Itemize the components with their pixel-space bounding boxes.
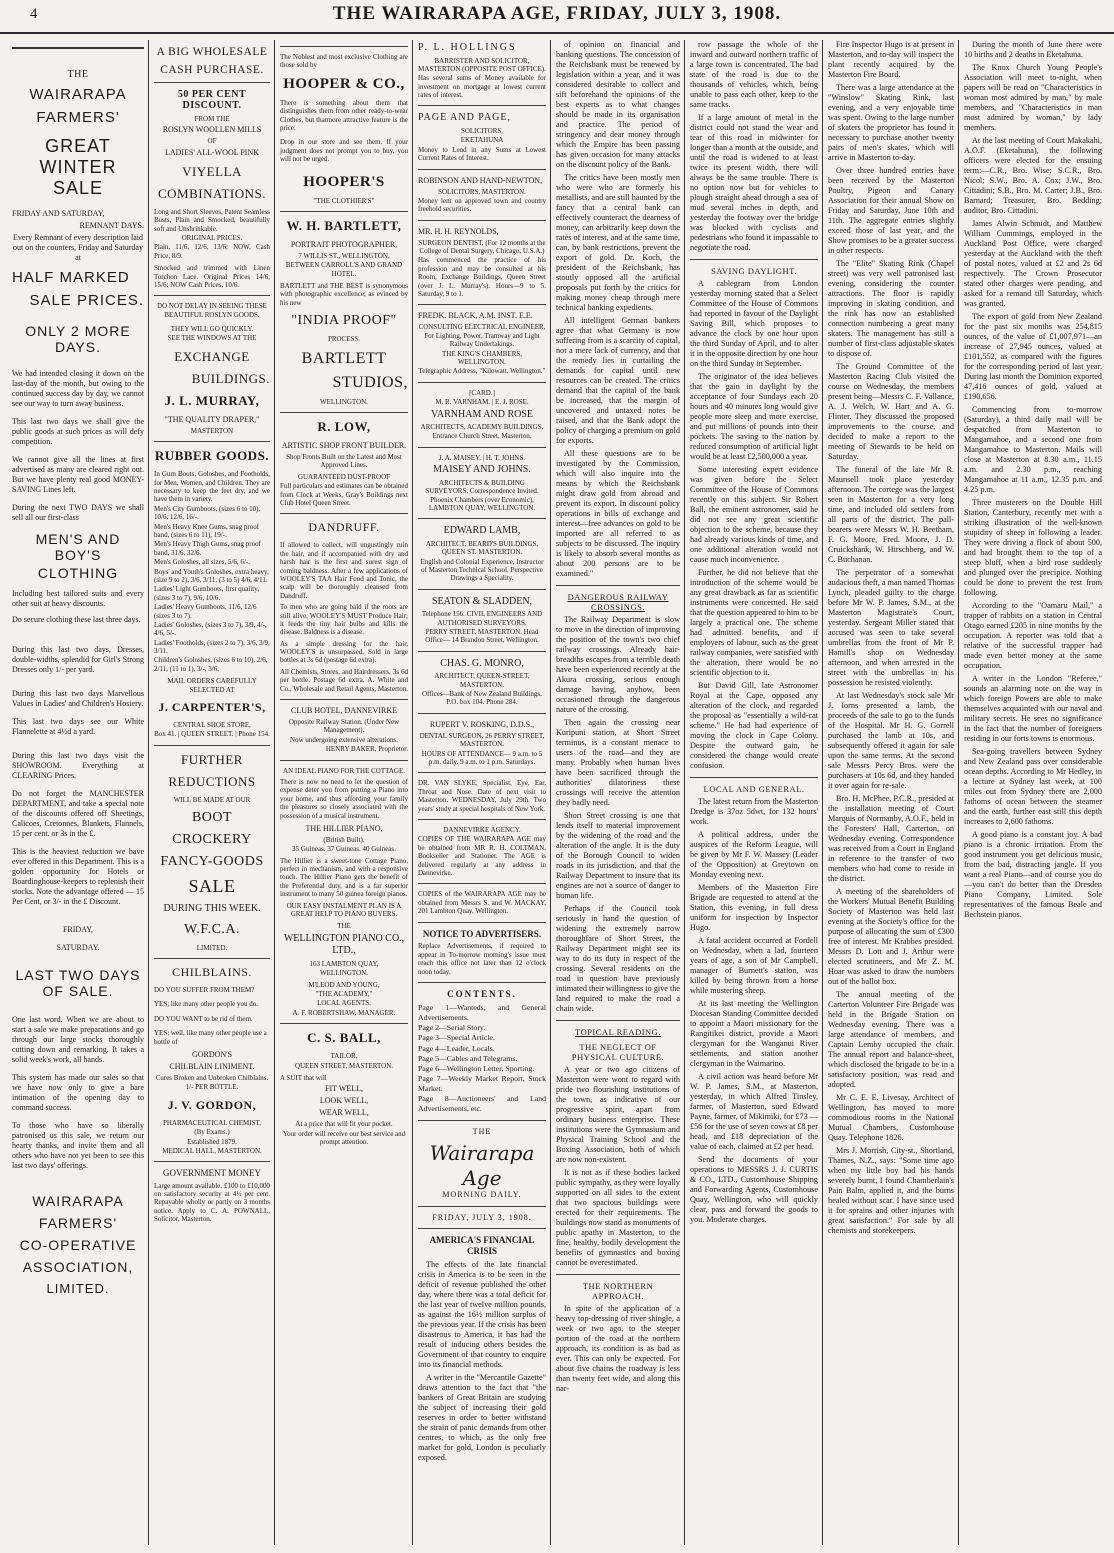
monro-3: Offices—Bank of New Zealand Buildings. P.O. box 104. Phone 284. [422,690,542,707]
rubber-7: Ladies' Heavy Gumboots, 11/6, 12/6 (sizes 3 to 7). [154,603,257,620]
robinson-3: Money lent on approved town and country freehold securities. [418,196,546,214]
monro: CHAS. G. MONRO, [440,657,524,669]
lamb-3: English and Colonial Experience, Instructor of Masterton Technical School. Perspective Drawings a Speciality. [420,557,544,583]
wellington-2: WELLINGTON. [320,969,368,978]
gordons: GORDON'S [191,1050,233,1060]
full-particulars: Full particulars and estimates can be obtained from Clock at Weeks, Gray's Buildings next Club Hotel Queen Street. [280,482,408,507]
studios: STUDIOS, [332,373,408,391]
c6-p10: Members of the Masterton Fire Brigade are requested to attend at the Station, this evening, in full dress uniform for inspection by Inspector Hugo. [690,883,818,932]
sale-days: FRIDAY AND SATURDAY, [12,209,105,218]
column-professional-leader [414,40,550,1545]
by-exams: (By Exams.) [194,1128,230,1137]
hooper-intro: The Noblest and most exclusive Clothing are those sold by [280,53,408,70]
notice-advertisers: NOTICE TO ADVERTISERS. [422,928,542,939]
c6-p1: row passage the whole of the inward and outward northern traffic of a large town is concentrated. The bad state of the road is due to the thousands of vehicles, which, being unable to pass each other, keep to the same tracks. [690,40,818,109]
para-7: During this last two days, Dresses, double-widths, splendid for Girl's Strong Dresses only 1/- per yard. [12,645,144,674]
mj-names: J. A. MAISEY. | H. T. JOHNS. [438,453,526,462]
club-2: Opposite Railway Station. (Under New Management). [288,718,400,735]
exchange: EXCHANGE [174,348,250,364]
black: FREDK. BLACK, A.M. INST. E.E. [418,311,533,321]
c5-p7: Short Street crossing is one that lends itself to material improvement by the widening of the road and the alteration of the angle. It is the duty of the Borough Council to widen roads in its jurisdiction, and that the Railway Department to insure that its engines are not a source of danger to human life. [556,811,680,900]
rosking: RUPERT V. ROSKING, D.D.S., [429,719,535,729]
c8-p8: According to the "Oamaru Mail," a trapper of rabbits on a station in Central Otago earned £205 in nine months by the occupation. A reporter was told that a relative of the successful trapper had made even better money at the same occupation. [964,601,1102,670]
rubber-1: Men's City Gumboots, (sizes 6 to 10), 10/6, 12/6, 16/-. [154,504,261,522]
local-agents: LOCAL AGENTS. [317,999,371,1008]
buildings: BUILDINGS. [191,370,270,386]
c5-p10: It is not as if these bodies lacked public sympathy, as they were loyally supported on all sides to the extent that two spacious buildings were erected for their requirements. The buildings now stand as monuments of public apathy in Masterton, to the fine, healthy, bodily development the benefits of gymnastics and boxing cannot be overestimated. [556,1168,680,1267]
saturday: SATURDAY. [56,943,100,952]
plain-price: Plain, 11/6, 12/6, 13/6; NOW, Cash Price, 8/9. [154,243,270,260]
page-solicitors: SOLICITORS, [460,126,504,135]
rosking-3: HOURS OF ATTENDANCE— 9 a.m. to 5 p.m. daily. 9 a.m. to 1 p.m. Saturdays. [421,749,543,767]
dandruff: DANDRUFF. [308,520,380,535]
ideal-piano: AN IDEAL PIANO FOR THE COTTAGE. [283,766,405,775]
column-news-8 [960,40,1106,1545]
hollings: P. L. HOLLINGS [418,42,517,53]
rubber-10: Children's Goloshes, (sizes 6 to 10), 2/6, 2/11, (11 to 1), 3/-, 3/6. [154,656,268,673]
jv-gordon: J. V. GORDON, [167,1097,257,1112]
footer-wairarapa: WAIRARAPA [32,1193,124,1209]
intro-text: We had intended closing it down on the last-day of the month, but owing to the continued success day by day, we cannot see our way to turn away business. [12,369,144,408]
chilblains: CHILBLAINS. [172,965,252,980]
notice-2: Replace Advertisements, if required to appear in To-morrow morning's issue must reach this office not later than 12 o'clock noon today. [418,942,546,976]
c7-p6: The funeral of the late Mr R. Maunsell took place yesterday afternoon. The cortege was the largest seen in Masterton for a very long time, and included old settlers from all parts of the district. The pall-bearers were Messrs W. H. Beetham, F. G. Moore, Fred. Moore, J. D. Cruickshank, W. Hirschberg, and W. C. Buchanan. [828,465,954,564]
lamb-2: ARCHITECT, BEARD'S BUILDINGS, QUEEN ST. MASTERTON. [425,539,539,557]
pharm-chemist: PHARMACEUTICAL CHEMIST, [162,1118,261,1127]
eketahuna: EKETAHUNA [460,136,504,145]
para-9: This last two days see our White Flannelette at 4½d a yard. [12,717,144,736]
r-low: R. LOW, [317,419,371,435]
footer-limited: LIMITED. [46,1281,110,1296]
smocked-price: Smocked and trimmed with Linen Torchon Lace. Original Prices 14/6, 15/6; NOW Cash Prices, 10/6. [154,264,270,289]
column-news-7 [824,40,958,1545]
para-10: During this last two days visit the SHOWROOM. Everything at CLEARING Prices. [12,751,144,780]
contents-item: Page 5—Cables and Telegrams. [418,1053,518,1063]
suit: A SUIT that will [280,1073,327,1082]
central-shoe: CENTRAL SHOE STORE, [173,721,251,730]
c5-p1: of opinion on financial and banking questions. The concession of the Reichsbank must be renewed by legislation within a year, and it was considered desirable to collect and sift beforehand the opinions of the best experts as to what changes should be made in its organisation and practice. The period of stringency and dear money through which the Empire has been passing has given occasion for many attacks on the discount policy of the Bank. [556,40,680,169]
dandruff-2: To men who are going bald if the roots are still alive, WOOLEY'S MUST Produce Hair; it feeds the tiny hair bulbs and kills the disease. Baldness is a disease. [280,603,408,637]
club-4: HENRY BAKER, Proprietor. [325,745,408,754]
contents-list [418,1003,546,1114]
cs-ball: C. S. BALL, [307,1030,381,1046]
british-built: (British Built). [323,835,365,844]
column-ads-3 [276,40,412,1545]
nameplate: Wairarapa Age [429,1141,535,1190]
reynolds-2: SURGEON DENTIST, (For 12 months at the College of Dental Surgery, Chicago, U.S.A.) [418,238,546,256]
para-15: To those who have so liberally patronised us this sale, we return our hearty thanks, and invite them and all others who have not yet been to see this last two days' offerings. [12,1121,144,1170]
dannevirke: DANNEVIRKE AGENCY. [443,825,521,834]
chil-a2: YES; well, like many other people use a bottle of [154,1029,267,1046]
contents-item: Page 6—Wellington Letter, Sporting. [418,1063,535,1073]
friday: FRIDAY, [62,925,93,934]
masterton: MASTERTON [190,426,234,435]
rubber-3: Men's Heavy Thigh Gums, snag proof band, 31/6, 32/6. [154,540,261,557]
rubber-text: In Gum Boots, Goloshes, and Footholds, for Men, Women, and Children. They are necessary to keep the feet dry, and we have them in variety. [154,470,270,504]
rubber-9: Ladies' Footholds, (sizes 2 to 7), 3/6, 3/9, 3/11. [154,638,270,656]
wfca-limited: LIMITED. [196,943,228,952]
only-two-days: ONLY 2 MORE DAYS. [25,323,131,355]
column-news-6 [686,40,822,1545]
contents-item: Page 7—Weekly Market Report, Stock Market. [418,1073,546,1093]
c6-p6: Further, he did not believe that the introduction of the scheme would be any great drawback as far as scientific instruments were concerned. He said that the question appeared to him to be largely a practical one. The scheme had admitted benefits, and if employers of labour, such as the great railway companies, were satisfied with the alteration, there would be no scientific objection to it. [690,568,818,677]
easy-plan: OUR EASY INSTALMENT PLAN IS A GREAT HELP TO PIANO BUYERS. [286,901,402,919]
bartlett: BARTLETT [301,349,387,367]
seaton-sladden: SEATON & SLADDEN, [431,595,533,607]
c7-p13: Mrs J. Morrish, City-st., Shortland, Thames, N.Z., says: "Some time ago when my little boy had his hands severely burnt, I found Chamberlain's Pain Balm, applied it, and the burns healed without scar. I have since used it for sprains and other injuries with great satisfaction." For sale by all chemists and storekeepers. [828,1146,954,1235]
black-3: THE KING'S CHAMBERS, WELLINGTON. [441,349,523,366]
c8-p11: A good piano is a constant joy. A bad piano is a chronic irritation. From the good instrument you get delicious music, from the bad, distracting jangle. If you want a real Piano—and of course you do—you can't do better than the Dresden Piano Company, Limited. Sole representatives of the famous Beale and Bechstein pianos. [964,830,1102,919]
liniment: CHILBLAIN LINIMENT. [169,1062,255,1072]
leader-para-2: A writer in the "Mercantile Gazette" draws attention to the fact that "the bankers of Great Britain are studying the subject of increasing their gold reserves in order to better withstand the strain of panic demands from other centres, to which, as the only free market for gold, London is peculiarly exposed. [418,1373,546,1463]
sale: SALE [188,876,236,897]
hoopers: HOOPER'S [303,173,385,190]
go-quickly: THEY WILL GO QUICKLY. [170,325,254,334]
from-the: FROM THE [194,115,230,123]
local-heading: LOCAL AND GENERAL. [703,784,805,794]
mens-boys: MEN'S AND BOY'S [35,531,121,563]
government-money: GOVERNMENT MONEY [162,1168,262,1179]
c5-p6: Then again the crossing near Kuripuni station, at Short Street terminus, is a constant menace to users of the road—and they are many. Probably when human lives have been sacrificed through the authorities' dilatoriness these crossings will receive the attention they badly need. [556,718,680,807]
mj-2: ARCHITECTS & BUILDING SURVEYORS, Correspondence Invited. Phoenix Chambers (over Economic), LAMBTON QUAY, WELLINGTON. [425,478,539,512]
cash-purchase: CASH PURCHASE. [160,64,264,76]
column-farmers-sale [8,40,148,1545]
combinations: COMBINATIONS. [158,185,266,201]
remnant-days: REMNANT DAYS. [79,221,144,230]
c7-p7: The perpetrator of a somewhat audacious theft, a man named Thomas Lynch, pleaded guilty to the charge before Mr W. P. James, S.M., at the Masterton Magistrate's Court, yesterday. Sergeant Miller stated that accused was seen to take several umbrellas from the front of Mr P. Hamill's shop on Wednesday afternoon, and when arrested in the street with the umbrellas in his possession he resisted violently. [828,568,954,687]
last-two-days: LAST TWO DAYS OF SALE. [15,967,141,999]
quality-draper: "THE QUALITY DRAPER," [164,414,260,424]
c7-p10: A meeting of the shareholders of the Workers' Mutual Benefit Building Society of Masterton was held last evening at the Society's office for the purpose of allocating the sum of £300 free of interest. Mr Krabbes presided. Messrs D. Lott and J. Arthur were elected scrutineers, and Mr Z. M. Hoar was asked to draw the numbers out of the ballot box. [828,887,954,986]
look-well: LOOK WELL, [319,1096,369,1106]
para-12: This is the heaviest reduction we have ever offered in this Department. This is a golden opportunity for Hotels or Boardinghouse-keepers to replenish their stocks. Note the advantage offered — 15 Per Cent, or 3/- in the £ Discount. [12,847,144,906]
ad-farmers: FARMERS' [36,109,120,126]
carpenters: J. CARPENTER'S, [158,700,266,715]
c7-p2: There was a large attendance at the "Winslow" Skating Rink, last evening, and a very enjoyable time was spent. Owing to the large number of skaters the proprietor has found it necessary to purchase another twenty pairs of men's skates, which will arrive in Masterton to-day. [828,83,954,162]
half-marked: HALF MARKED [12,269,130,286]
c8-p10: Sea-going travellers between Sydney and New Zealand pass over considerable ocean depths. According to Mr Hedley, in a lecture at Sydney last week, at 100 miles out from Sydney there are 2,000 fathoms of ocean between the steamer and the earth, further east still this depth increases to 2,600 fathoms. [964,747,1102,826]
sale-headline: GREAT WINTER SALE [39,136,117,198]
c6-p4: The originator of the idea believes that the gain in daylight by the acceptance of four Sundays each 20 hours and 40 minutes long would give people more sleep and more exercise, and put millions of pounds into their pockets. The saving to the nation by reduced consumption of artificial light would be at least £2,500,000 a year. [690,372,818,461]
chil-a1: YES; like many other people you do. [154,1000,259,1009]
hollings-3: Has several sums of Money available for investment on mortgage at lowest current rates of interest. [418,74,546,100]
crockery: CROCKERY [172,832,252,848]
remnant-text: Every Remnant of every description laid out on the counters, Friday and Saturday at [13,233,143,262]
page-number: 4 [30,6,38,22]
c6-p5: Some interesting expert evidence was given before the Select Committee of the House of Commons recently on this subject. Sir Robert Ball, the eminent astronomer, said he did not see any great scientific objection to the scheme, because they had already various kinds of time, and one additional alteration would not cause much inconvenience. [690,465,818,564]
fit-well: FIT WELL, [325,1084,363,1094]
varnham-rose: VARNHAM AND ROSE [430,408,534,420]
architects: ARCHITECTS, ACADEMY BUILDINGS, [420,423,544,432]
chil-q2: DO YOU WANT to be rid of them. [154,1014,253,1023]
masthead [0,0,1114,34]
seaton-3: PERRY STREET, MASTERTON. Head Office— 14 Brandon Street, Wellington. [425,628,539,645]
the-clothiers: "THE CLOTHIER'S" [313,196,375,205]
c8-p4: James Alwin Schmidt, and Matthew William Cummings, employed in the Auckland Post Office, were charged yesterday at the Auckland with the theft of postal notes, valued at £2 and 2s 6d respectively. The Crown Prosecutor stated other charges were pending, and asked for a remand till Saturday, which was granted. [964,219,1102,308]
per-bottle: 1/- PER BOTTLE. [185,1083,239,1092]
c7-p12: Mr C. E. E. Livesay, Architect of Wellington, has moved to more commodious rooms in the National Mutual Chambers, Customhouse Quay. Telephone 1826. [828,1093,954,1142]
contents-item: Page 1—Wanteds, and General Advertisements. [418,1003,546,1023]
column-leader-cont [552,40,684,1545]
contents-item: Page 2—Serial Story. [418,1023,486,1033]
morning-daily: MORNING DAILY. [442,1189,522,1199]
ideal-text: There is now no need to let the question of expense deter you from putting a Piano into your home, and thus affording your family the pleasures so closely associated with the possession of a musical instrument. [280,777,408,820]
robinson-2: SOLICITORS, MASTERTON. [438,187,526,196]
the-academy: "THE ACADEMY," [315,990,373,998]
medical-hall: MEDICAL HALL, MASTERTON. [162,1146,262,1155]
see-windows: SEE THE WINDOWS AT THE [167,334,257,343]
ad-wairarapa: WAIRARAPA [29,86,127,103]
architects-2: Entrance Church Street, Masterton. [432,432,532,441]
neglect-heading: THE NEGLECT OF PHYSICAL CULTURE. [571,1042,665,1062]
rubber-6: Ladies' Light Gumboots, first quality, (sizes 3 to 7), 9/6, 10/6. [154,585,260,602]
para-14: This system has made our sales so that we have now only to give a bare intimation of the opening day to command success. [12,1073,144,1112]
india-proof: "INDIA PROOF" [291,313,397,329]
boot: BOOT [191,810,233,826]
para-11: Do not forget the MANCHESTER DEPARTMENT, and take a special note of the discounts offered off Sheetings, Calicoes, Cretonnes, Blankets, Flannels, 15 per cent. or 3s in the £. [12,789,144,838]
hillier-text: The Hillier is a sweet-tone Cottage Piano, perfect in mechanism, and with a responsive touch. The Hillier Piano gets the benefit of the Preferential duty, and is a far superior instrument to many 50 guinea foreign pianos. [280,856,408,899]
hooper-t2: There is something about them that distinguishes them from other ready-to-wear Clothes, but thatmore attractive feature is the price. [280,98,408,132]
rubber-goods: RUBBER GOODS. [154,448,270,464]
newspaper-title: THE WAIRARAPA AGE, FRIDAY, JULY 3, 1908. [332,3,782,24]
fancy-goods: FANCY-GOODS [160,854,264,870]
jl-murray: J. L. MURRAY, [164,392,260,408]
between: BETWEEN CARROLL'S AND GRAND HOTEL. [285,261,403,278]
money-lend: Money to Lend in any Sums at Lowest Current Rates of Interest. [418,145,546,163]
reynolds: MR. H. H. REYNOLDS, [418,226,499,236]
column-ads-2 [150,40,274,1545]
robertshaw: A. F. ROBERTSHAW, MANAGER. [292,1008,396,1017]
c8-p6: Commencing from to-morrow (Saturday), a third daily mail will be despatched from Masterton to Mangamahoe, and a second one from Mangamahoe to Masterton. Mails will close at Masterton at 8.30 a.m., 11.15 a.m. and 2.30 p.m., reaching Mangamahoe at 11 a.m., 12.35 p.m. and 4.25 p.m. [964,405,1102,494]
during-this-week: DURING THIS WEEK. [163,903,261,915]
process: PROCESS. [327,335,361,344]
rubber-2: Men's Heavy Knee Gums, snag proof band, (sizes 6 to 11), 19/-. [154,522,260,539]
gov-text: Large amount available. £100 to £10,000 on satisfactory security at 4½ per cent. Repayable wholly or partly on 3 months notice. Apply to C. A. POWNALL, Solicitor, Masterton. [154,1181,270,1224]
c6-p3: A cablegram from London yesterday morning stated that a Select Committee of the House of Commons had reported in favour of the Daylight Saving Bill, which proposes to advance the clock by one hour upon the third Sunday of April, and to alter it in the opposite direction by one hour on the third Sunday in September. [690,279,818,368]
hooper-co: HOOPER & CO., [283,75,405,92]
para-2: This last two days we shall give the public goods at such prices as will defy competition. [12,417,144,446]
c8-p9: A writer in the London "Referee," sounds an alarming note on the way in which foreign Powers are able to make themselves acquainted with our naval and military secrets. He sees no significance in the fact that the number of foreigners residing in our forts towns is enormous. [964,674,1102,743]
clothing: CLOTHING [37,565,119,581]
artistic-shop: ARTISTIC SHOP FRONT BUILDER. [281,441,407,451]
c6-p8: The latest return from the Masterton Dredge is 37oz 5dwt, for 132 hours' work. [690,797,818,826]
wh-bartlett: W. H. BARTLETT, [286,217,402,233]
c7-p5: The Ground Committee of the Masterton Racing Club visited the course on Wednesday, the members present being—Messrs C. F. Vallance, A. J. Welch, W. Hart and A. G. Flinter. They discussed the proposed improvements to the course, and decided to make a report to the meeting of Stewards to be held on Saturday. [828,362,954,461]
orig-prices: ORIGINAL PRICES. [181,233,243,242]
portrait-photographer: PORTRAIT PHOTOGRAPHER, [290,239,398,249]
order-attention: Your order will receive our best service and prompt attention. [282,1129,406,1147]
club-hotel: CLUB HOTEL, DANNEVIRKE [291,706,397,716]
wellington-piano: WELLINGTON PIANO CO., LTD., [283,932,405,957]
c5-p2: The critics have been mostly men who were who are formerly his metallists, and are still haunted by the fancy that a central bank can effectively counteract the dearness of money, can arbitrarily keep down the rates of interest, and at the same time, can, by bank restrictions, prevent the export of gold. Dr. Koch, the president of the Reichsbank, has stoutly opposed all the artificial proposals put forth by the critics for making money cheap through mere technical banking expedients. [556,173,680,312]
c6-p12: At its last meeting the Wellington Diocesan Standing Committee decided to appoint a Maori missionary for the Rangitikei district, provide a Maori clergyman for the Wanganui River settlements, and station another clergyman in the Waimarino. [690,999,818,1068]
c8-p1: During the month of June there were 10 births and 2 deaths in Eketahuna. [964,40,1102,59]
c6-p9: A political address, under the auspices of the Reform League, will be given by Mr F. W. Massey (Leader of the Opposition) at Greytown on Monday evening next. [690,830,818,879]
hollings-2: BARRISTER AND SOLICITOR, MASTERTON (OPPOSITE POST OFFICE). [418,56,546,73]
contents-heading: CONTENTS. [447,989,517,1000]
reductions: REDUCTIONS [168,773,256,789]
hillier-piano: THE HILLIER PIANO, [305,823,383,833]
robinson: ROBINSON AND HAND-NEWTON, [418,175,543,185]
club-3: Now undergoing extensive alterations. [290,735,398,744]
of-text: OF [207,137,217,146]
rosking-2: DENTAL SURGEON, 26 PERRY STREET, MASTERTON. [419,731,545,749]
contents-item: Page 3—Special Article. [418,1033,495,1043]
wfca: W.F.C.A. [183,921,241,937]
c7-p1: Fire Inspector Hugo is at present in Masterton, and to-day will inspect the plant recently acquired by the Masterton Fire Board. [828,40,954,79]
footer-farmers: FARMERS' [38,1215,118,1231]
leader-heading: AMERICA'S FINANCIAL CRISIS [429,1235,535,1257]
queen-street: QUEEN STREET, MASTERTON. [294,1061,394,1070]
para-4: During the next TWO DAYS we shall sell all our first-class [12,503,144,522]
dust-proof: GUARANTEED DUST-PROOF [297,472,391,481]
maisey-johns: MAISEY AND JOHNS. [433,464,531,476]
black-4: Telegraphic Address, "Kilowatt, Wellington." [418,367,546,376]
established: Established 1879. [187,1137,237,1146]
c5-p4: All these questions are to be investigated by the Commission, which will also inquire into the means by which the Reichsbank might draw gold from abroad and prevent its export. In discount policy operations in bills of exchange and interest—free advances on gold to be imported are all referred to as subjects to be discussed. The inquiry is likely to absorb several months as about 200 persons are to be examined." [556,449,680,578]
price-pocket: At a price that will fit your pocket. [295,1120,393,1129]
reynolds-3: Has commenced the practice of his profession and may be consulted at his Room, Exchange Buildings, Queen Street (over J. L. Murray's). Hours—9 to 5. Saturday, 9 to 1. [418,256,546,299]
rubber-4: Men's Goloshes, all sizes, 5/6, 6/-. [154,558,250,567]
shop-fronts: Shop Fronts Built on the Latest and Most Approved Lines. [286,453,402,470]
c8-p2: The Knox Church Young People's Association will meet to-night, when papers will be read on "Characteristics in woman most admired by man," by male members, and "Characteristics in man most admired by woman," by lady members. [964,63,1102,132]
c7-p11: The annual meeting of the Carterton Volunteer Fire Brigade was held in the Brigade Station on Wednesday evening. There was a large attendance of members, and Captain Lemby occupied the chair. The annual report and balance-sheet, which disclosed the brigade to be in a satisfactory position, was read and adopted. [828,990,954,1089]
further: FURTHER [181,751,243,767]
van-slyke: DR. VAN SLYKE, Specialist, Eye, Ear, Throat and Nose. Date of next visit to Masterton, WEDNESDAY, July 29th. Two years' study at special hospitals of New York. [418,779,546,813]
topical-heading: TOPICAL READING. [575,1027,661,1037]
c7-p8: At last Wednesday's stock sale Mr J. Iorns presented a lamb, the proceeds of the sale to go to the funds of the Hospital. Mr H. G. Gorrell purchased the lamb at 10s, and subsequently offered it again for sale upon the same terms. At the second sale Messrs Percy Bros. were the purchasers at 10s 6d, and they handed it over again for re-sale. [828,691,954,790]
cures: Cures Broken and Unbroken Chilblains. [155,1074,269,1083]
northern-heading: THE NORTHERN APPROACH. [582,1281,654,1301]
vr-names: M. R. VARNHAM. | E. J. ROSE. [435,398,529,407]
sale-prices: SALE PRICES. [29,292,144,309]
monro-2: ARCHITECT, QUEEN-STREET, MASTERTON. [434,672,530,689]
viyella: VIYELLA [182,163,242,179]
c6-p2: If a large amount of metal in the district could not stand the wear and tear of this road in midwinter for longer than a month at the outside, and until the road is widened to at least twice its present width, there will always be the same trouble. There is no option now but for vehicles to plough straight ahead through a sea of mud several inches in depth, and yesterday the footway over the bridge was blocked with cyclists and pedestrians who found it impassable to negotiate the road. [690,113,818,252]
c5-p3: All intelligent German bankers agree that what Germany is now suffering from is a scarcity of capital, not a mere lack of currency, and that the remedy lies in curtailing the demands for capital until new resources can be created. The critics demand that the capital of the bank be increased, that the margin of uncovered and untaxed notes be raised, and that the Bank adopt the policy of charging a premium on gold for exports. [556,316,680,445]
c5-p5: The Railway Department is slow to move in the direction of improving the position of the town's two chief railway crossings. Already hair-breadths escapes from a terrible death have been experienced recently at the Akura crossing, serious enough damage having, anyhow, been occasioned through the dangerous nature of the crossing. [556,615,680,714]
contents-item: Page 8—Auctioneers' and Land Advertisements, etc. [418,1094,546,1114]
saving-heading: SAVING DAYLIGHT. [711,266,797,276]
roslyn-mills: ROSLYN WOOLLEN MILLS [162,125,262,135]
c6-p7: But David Gill, late Astronomer Royal at the Cape, opposed any alteration of the clock, and regarded the proposal as "essentially a wild-cat scheme." He had had experience of moving the clock in Cape Colony. Despite the outward gain, he considered the change would create confusion. [690,681,818,770]
willis-st: 7 WILLIS ST., WELLINGTON, [298,251,390,260]
c7-p9: Bro. H. McPhee, P.C.R., presided at the installation meeting of Court Marquis of Normanby, A.O.F., held in the Foresters' Hall, Carterton, on Wednesday evening. Correspondence was received from a Court in England in reference to the transfer of two members who had come to reside in the district. [828,794,954,883]
footer-cooperative: CO-OPERATIVE [19,1237,137,1253]
c8-p3: At the last meeting of Court Makakahi, A.O.F. (Eketahuna), the following officers were elected for the ensuing term:—C.R., Bro. Wise; S.C.R., Bro. Nicol; S.W., Bro. A. Cox; J.W., Bro. Cittadini; S.B., Bro. M. Carter; J.B., Bro. Barnard; Treasurer, Bro. Bedding; auditor, Bro. Cittadini. [964,136,1102,215]
rubber-5: Boys' and Youth's Goloshes, extra heavy, (size 9 to 2), 3/6, 3/11, (3 to 5) 4/6, 4/11. [154,567,269,584]
card: [CARD.] [469,388,495,397]
para-6: Do secure clothing these last three days. [12,615,141,624]
c5-p8: Perhaps if the Council took seriously in hand the question of widening the extremely narrow thoroughfare of Short Street, the Railway Department might see its way to do its duty in respect of the crossing. Several residents on the road in question have previously intimated their willingness to give the land required to make the road a chain wide. [556,904,680,1013]
guineas: 35 Guineas. 37 Guineas. 40 Guineas. [292,845,396,854]
wear-well: WEAR WELL, [319,1108,369,1118]
railway-heading: DANGEROUS RAILWAY CROSSINGS. [567,592,669,612]
black-2: CONSULTING ELECTRICAL ENGINEER, For Lighting, Power, Tramway and Light Railway Undertakings. [418,323,546,349]
c7-p4: The "Elite" Skating Rink (Chapel street) was very well patronised last evening, considering the counter attractions. The floor is rapidly improving in skating condition, and the rink has now an established connection numbering a great many skaters. The management has still a number of first-class adjustable skates to dispose of. [828,259,954,358]
c6-p13: A civil action was heard before Mr W. P. James, S.M., at Masterton, yesterday, in which Alfred Tinsley, farmer, of Masterton, sued Edward Payne, farmer, of Mikimiki, for £73 — £56 for the use of seven cows at £8 per head, and £18 depreciation of the value of each, claimed at £2 per head. [690,1072,819,1151]
para-8: During this last two days Marvellous Values in Ladies' and Children's Hosiery. [12,689,144,708]
dandruff-1: If allowed to collect, will ungustingly ruin the hair, and if accompanied with dry and harsh hair is the first and surest sign of coming baldness. After a few applications of WOOLEY'S TAA Hair Food and Tonic, the scalp will be thoroughly cleansed from Dandruff. [280,541,408,600]
edward-lamb: EDWARD LAMB, [443,525,521,537]
para-5: Including best tailored suits and every other suit at heavy discounts. [12,589,144,608]
footer-association: ASSOCIATION, [22,1259,134,1275]
page-page: PAGE AND PAGE, [418,112,512,124]
rubber-8: Ladies' Goloshes, (sizes 3 to 7), 3/9, 4/-, 4/6, 5/-. [154,620,267,638]
leader-para-1: The effects of the late financial crisis in America is to be seen in the deficit of revenue published the other day, where there was a total deficit for the last year of twelve million pounds, as against the 16½ million surplus of the previous year. If the crisis has been disastrous to America, it has had the result of inducing others besides the Government of that country to enquire into its financial methods. [418,1260,546,1370]
c7-p3: Over three hundred entries have been received by the Masterton Poultry, Pigeon and Canary Association for their annual Show on Friday and Saturday, June 10th and 11th. The aggregate entries slightly exceed those of last year, and the Show promises to be a greater success in other respects. [828,166,954,255]
para-3: We cannot give all the lines at first advertised as many are cleared right out. But we have plenty real good MONEY-SAVING Lines left. [12,455,144,494]
c5-p11: In spite of the application of a heavy top-dressing of river shingle, a week or two ago, to the steeper portion of the road at the northern approach, its condition is as bad as ever. This can only be expected. For about five chains the roadway is less than twenty feet wide, and along this nar- [556,1304,680,1393]
mail-orders: MAIL ORDERS CAREFULLY SELECTED AT [167,677,257,694]
fifty-percent: 50 PER CENT DISCOUNT. [177,89,247,111]
contents-item: Page 4—Leader, Locals. [418,1043,495,1053]
do-not-delay: DO NOT DELAY IN SEEING THESE BEAUTIFUL ROSLYN GOODS. [157,302,267,319]
lambton-quay: 163 LAMBTON QUAY, [309,959,379,968]
combo-text: Long and Short Sleeves, Patent Seamless Busts, Plain and Smocked, beautifully soft and Unshrinkable. [154,207,270,233]
bartlett-best: BARTLETT and THE BEST is synonymous with photographic excellence; as evinced by his new [280,282,408,307]
copies: COPIES of the WAIRARAPA AGE may be obtained from Messrs S. and W. MACKAY, 201 Lambton Quay, Wellington. [418,890,546,916]
c8-p5: The export of gold from New Zealand for the past six months was 254,815 ounces, of the value of £1,007,971—an increase of 27,945 ounces, valued at £101,552, as compared with the figures for the corresponding period of last year. During last month the Dominion exported 47,416 ounces of gold, valued at £190,656. [964,312,1102,401]
big-wholesale: A BIG WHOLESALE [156,46,268,58]
tailor: TAILOR, [330,1052,358,1061]
dandruff-4: All Chemists, Stores, and Hairdressers, 3s 6d per bottle. Postage 6d extra. A. White and Co., Wholesale and Retail Agents, Masterton. [280,667,408,693]
the-wpc: THE [337,922,351,931]
mleod-young: M'LEOD AND YOUNG, [308,980,380,989]
chil-q1: DO YOU SUFFER FROM THEM? [154,986,255,995]
will-be-made: WILL BE MADE AT OUR [173,795,251,804]
wellington: WELLINGTON. [320,397,368,406]
carp-box: Box 41. | QUEEN STREET. | Phone 154. [154,730,270,739]
c5-p9: A year or two ago citizens of Masterton were wont to regard with pride two flourishing institutions of the town, as indicative of our progressive spirit, apart from ordinary business enterprise. These institutions were the Gymnasium and Physical Training School and the Boxing Association, both of which are now non-existent. [556,1065,680,1164]
c8-p7: Three musterers on the Double Hill Station, Canterbury, recently met with a striking illustration of the well-known stupidity of sheep in following a leader. They were driving a flock of about 500, and had brought them to the top of a steep bluff, when a bird rose suddenly and plunged over the precipice. Nothing could be done to prevent the rest from following. [964,498,1102,597]
seaton-2: Telephone 156. CIVIL ENGINEERS AND AUTHORISED SURVEYORS. [421,610,543,627]
leader-date: FRIDAY, JULY 3, 1908. [432,1212,532,1222]
hooper-t3: Drop in our store and see them. If your judgment does not prompt you to buy, you will not be urged. [280,138,408,164]
ladies-pink: LADIES' ALL-WOOL PINK [164,147,260,157]
c6-p11: A fatal accident occurred at Fordell on Wednesday, when a lad, fourteen years of age, a son of Mr Campbell, manager of Burnett's station, was killed by being thrown from a horse while mustering sheep. [690,936,818,995]
nameplate-the: THE [472,1127,492,1137]
para-13: One last word. When we are about to start a sale we make preparations and go through our large stocks thoroughly cutting down and remarking. It takes a solid week's work, all hands. [12,1015,144,1064]
dannevirke-2: COPIES OF THE WAIRARAPA AGE may be obtained from MR R. H. COLTMAN, Bookseller and Stationer. The AGE is delivered regularly at any address in Dannevirke. [418,835,546,877]
ad-the: THE [67,69,89,80]
c6-p14: Send the documents of your operations to MESSRS J. J. CURTIS & CO., LTD., Customhouse Shipping and Forwarding Agents, Customhouse Quay, Wellington, who will quickly clear, pass and forward the goods to you. Moderate charges. [690,1155,818,1224]
dandruff-3: As a simple dressing for the hair, WOOLEY'S is unsurpassed. Sold in large bottles at 3s 6d (postage 6d extra). [280,639,408,665]
